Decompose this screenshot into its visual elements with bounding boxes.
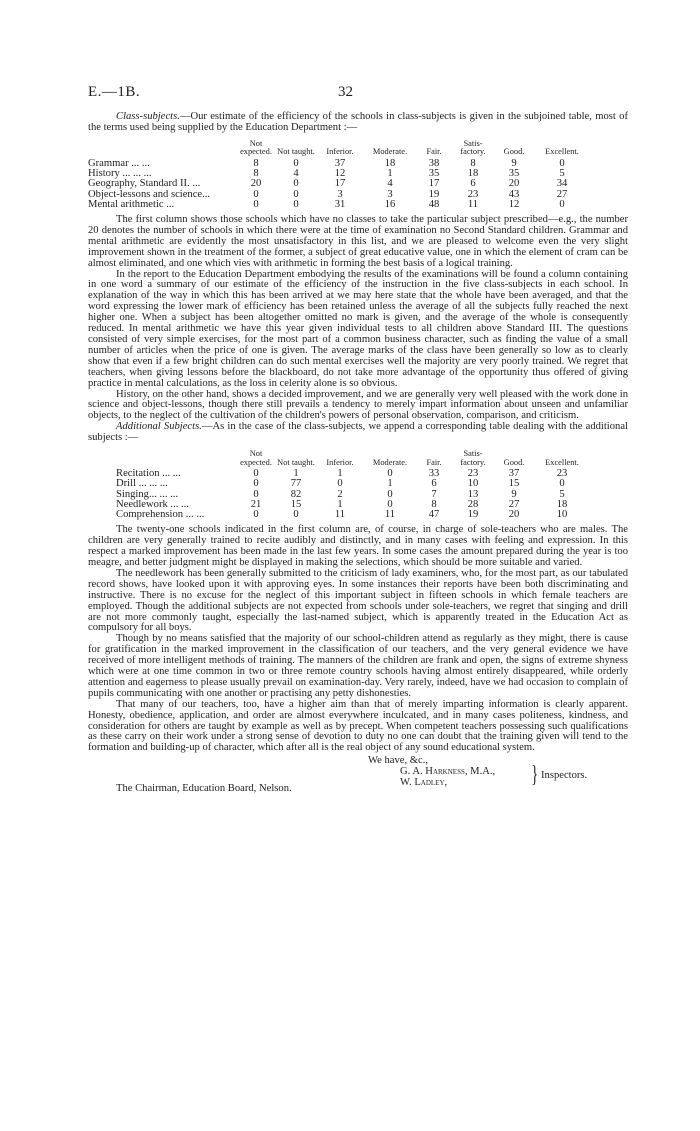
- table-cell: 0: [253, 509, 259, 521]
- signatory-harkness: G. A. Harkness, M.A.,: [400, 766, 496, 778]
- table-cell: 21: [250, 498, 262, 510]
- row-label: Needlework ... ...: [116, 498, 189, 510]
- table-cell: 0: [293, 509, 299, 521]
- table-cell: 12: [334, 168, 346, 180]
- paragraph: The needlework has been generally submitted to the criticism of lady examiners, who, for the most part, as our tabulated record shows, have looked upon it with approving eyes. In some instances their reports have been both discriminating and instructive. There is no excuse for the neglect of this important subject in fifteen schools in which female teachers are employed. Though the additional subjects are not expected from schools under sole-teachers, we regret that singing and drill are not more commonly taught, especially the last-named subject, which is apparently treated in the Education Act as compulsory for all boys.: [88, 567, 628, 634]
- table-cell: 0: [337, 478, 343, 490]
- table-cell: 27: [508, 498, 520, 510]
- table-cell: 3: [387, 188, 393, 200]
- table-cell: 18: [467, 168, 479, 180]
- table-cell: 10: [467, 478, 479, 490]
- table-cell: 82: [290, 488, 302, 500]
- paragraph: That many of our teachers, too, have a higher aim than that of merely imparting information is clearly apparent. Honesty, obedience, application, and order are almost everywhere inculcated, and in many cases politeness, kindness, and consideration for others are taught by example as well as by precept. When competent teachers possessing such qualifications as these carry on their work under a strong sense of devotion to duty no one can doubt that the training given will tend to the formation and building-up of character, which after all is the real object of any sound educational system.: [88, 698, 628, 754]
- column-header: Moderate.: [372, 457, 408, 467]
- class-subjects-intro: [88, 112, 628, 134]
- table-cell: 12: [508, 198, 520, 210]
- table-cell: 48: [428, 198, 440, 210]
- table-cell: 23: [467, 188, 479, 200]
- column-header: Satis-factory.: [460, 449, 486, 467]
- table-cell: 43: [508, 188, 520, 200]
- table-cell: 19: [428, 188, 440, 200]
- row-label: Singing... ... ...: [116, 488, 179, 500]
- table-cell: 0: [559, 198, 565, 210]
- table-cell: 2: [337, 488, 343, 500]
- table-cell: 8: [470, 158, 476, 169]
- table-cell: 4: [387, 178, 393, 190]
- table-cell: 0: [387, 498, 393, 510]
- paragraph: In the report to the Education Department embodying the results of the examinations will be found a column containing in one word a summary of our estimate of the efficiency of the instruction in the five class-subjects in each school. In explanation of the way in which this has been arrived at we may here state that the whole have been averaged, and that the word expressing the lower mark of efficiency has been retained unless the average of all the subjects fully reached the next higher one. When a subject has been altogether omitted no mark is given, and the average of the whole is consequently reduced. In mental arithmetic we have this year given individual tests to all children above Standard III. The questions consisted of very simple exercises, for the most part of a common business character, such as finding the value of a small number of articles when the price of one is given. The average marks of the class have been generally so low as to clearly show that even if a few bright children can do such mental exercises well the majority are very poorly trained. We regret that teachers, when giving lessons before the blackboard, do not take more advantage of the opportunity thus offered of giving practice in mental calculations, as the loss in celerity alone is so obvious.: [88, 268, 628, 389]
- column-header: Inferior.: [326, 147, 354, 157]
- paragraph: Though by no means satisfied that the majority of our school-children attend as regularly as they might, there is cause for gratification in the marked improvement in the classification of our teachers, and the very general evidence we have received of more intelligent methods of training. The manners of the children are frank and open, the signs of extreme shyness which were at one time common in two or three remote country schools having almost entirely disappeared, while orderly attention and eagerness to please usually prevail on examination-day. Very rarely, indeed, have we had occasion to complain of pupils communicating with one another or practising any petty dishonesties.: [88, 633, 628, 699]
- page-header: [88, 84, 628, 104]
- additional-subjects-heading: Additional Subjects.: [116, 421, 202, 433]
- row-label: Comprehension ... ...: [116, 509, 205, 521]
- table-cell: 0: [253, 198, 259, 210]
- class-table-header-row: [88, 140, 590, 159]
- table-cell: 0: [253, 488, 259, 500]
- column-header: Not taught.: [277, 147, 315, 157]
- row-label: Object-lessons and science...: [88, 188, 211, 200]
- table-cell: 47: [428, 509, 440, 521]
- column-header: Fair.: [426, 457, 442, 467]
- table-cell: 16: [384, 198, 396, 210]
- table-cell: 1: [337, 468, 343, 480]
- column-header: Not taught.: [277, 457, 315, 467]
- paragraph: History, on the other hand, shows a decided improvement, and we are generally very well pleased with the work done in science and object-lessons, though there still prevails a tendency to merely impart information about unseen and unfamiliar objects, to the neglect of the cultivation of the children's powers of personal observation, comparison, and criticism.: [88, 388, 628, 422]
- table-cell: 27: [556, 188, 568, 200]
- row-label: Geography, Standard II. ...: [88, 178, 201, 190]
- table-cell: 0: [293, 178, 299, 190]
- table-cell: 4: [293, 168, 299, 180]
- table-cell: 0: [293, 158, 299, 169]
- paragraph: The first column shows those schools which have no classes to take the particular subject prescribed—e.g., the number 20 denotes the number of schools in which there were at the time of examination no Second Standard children. Grammar and mental arithmetic are evidently the most unsatisfactory in this list, and we are pleased to welcome even the very slight improvement shown in the treatment of the former, a subject of great educative value, one in which the element of cram can be almost eliminated, and one which vies with arithmetic in forming the best basis of a logical training.: [88, 214, 628, 269]
- table-cell: 17: [334, 178, 346, 190]
- column-header: Moderate.: [372, 147, 408, 157]
- report-body: [88, 112, 628, 801]
- table-cell: 0: [253, 468, 259, 480]
- table-cell: 9: [511, 158, 517, 169]
- table-cell: 28: [467, 498, 479, 510]
- table-cell: 11: [467, 198, 479, 210]
- table-cell: 23: [467, 468, 479, 480]
- additional-subjects-table: [116, 450, 590, 520]
- class-subjects-intro-text: —Our estimate of the efficiency of the schools in class-subjects is given in the subjoined table, most of the terms used being supplied by the Education Department :—: [88, 111, 628, 133]
- row-label: Mental arithmetic ...: [88, 198, 175, 210]
- row-label: Drill ... ... ...: [116, 478, 168, 490]
- table-cell: 20: [508, 178, 520, 190]
- addressee: The Chairman, Education Board, Nelson.: [116, 783, 292, 795]
- table-cell: 19: [467, 509, 479, 521]
- brace-glyph: }: [531, 762, 539, 789]
- row-label: Grammar ... ...: [88, 158, 150, 169]
- row-label: History ... ... ...: [88, 168, 152, 180]
- table-cell: 17: [428, 178, 440, 190]
- table-cell: 0: [559, 158, 565, 169]
- table-cell: 3: [337, 188, 343, 200]
- column-header: Good.: [503, 147, 525, 157]
- additional-table-header-row: [116, 450, 590, 469]
- table-cell: 20: [250, 178, 262, 190]
- column-header: Excellent.: [545, 457, 579, 467]
- table-row: [116, 510, 590, 520]
- table-cell: 0: [293, 188, 299, 200]
- table-cell: 18: [384, 158, 396, 169]
- column-header: Not expected.: [240, 138, 272, 157]
- table-cell: 15: [508, 478, 520, 490]
- table-cell: 0: [387, 468, 393, 480]
- table-cell: 0: [293, 198, 299, 210]
- table-row: [88, 200, 590, 210]
- table-cell: 0: [253, 188, 259, 200]
- paragraph: The twenty-one schools indicated in the first column are, of course, in charge of sole-teachers who are males. The children are very generally trained to recite audibly and distinctly, and in many cases with feeling and expression. In this respect a marked improvement has been made in the last few years. In some cases the amount prepared during the year is too meagre, and better judgment might be displayed in making the selections, which should be more suitable and varied.: [88, 524, 628, 568]
- column-header: Excellent.: [545, 147, 579, 157]
- additional-subjects-intro-text: —As in the case of the class-subjects, we append a corresponding table dealing with the additional subjects :—: [88, 421, 628, 444]
- table-cell: 18: [556, 498, 568, 510]
- table-cell: 1: [337, 498, 343, 510]
- table-cell: 10: [556, 509, 568, 521]
- row-label: Recitation ... ...: [116, 468, 181, 480]
- table-cell: 20: [508, 509, 520, 521]
- table-cell: 5: [559, 488, 565, 500]
- table-cell: 9: [511, 488, 517, 500]
- table-cell: 35: [508, 168, 520, 180]
- signatory-role: Inspectors.: [541, 770, 588, 782]
- closing-block: [88, 755, 628, 801]
- column-header: Satis-factory.: [460, 138, 486, 157]
- table-cell: 23: [556, 468, 568, 480]
- table-cell: 35: [428, 168, 440, 180]
- column-header: Good.: [503, 457, 525, 467]
- table-cell: 0: [559, 478, 565, 490]
- class-subjects-table: [88, 140, 590, 210]
- table-cell: 37: [334, 158, 346, 169]
- page-number: 32: [338, 84, 353, 100]
- table-cell: 8: [431, 498, 437, 510]
- table-cell: 33: [428, 468, 440, 480]
- table-cell: 8: [253, 168, 259, 180]
- table-cell: 38: [428, 158, 440, 169]
- table-cell: 1: [387, 478, 393, 490]
- table-cell: 11: [384, 509, 396, 521]
- table-cell: 15: [290, 498, 302, 510]
- table-cell: 31: [334, 198, 346, 210]
- table-cell: 6: [470, 178, 476, 190]
- table-row: [116, 479, 590, 489]
- table-cell: 11: [334, 509, 346, 521]
- additional-subjects-intro: [88, 422, 628, 444]
- table-cell: 13: [467, 488, 479, 500]
- document-reference: E.—1B.: [88, 84, 141, 100]
- signatory-ladley: W. Ladley,: [400, 777, 448, 789]
- column-header: Not expected.: [240, 449, 272, 467]
- column-header: Inferior.: [326, 457, 354, 467]
- table-cell: 1: [387, 168, 393, 180]
- table-cell: 77: [290, 478, 302, 490]
- table-cell: 7: [431, 488, 437, 500]
- column-header: Fair.: [426, 147, 442, 157]
- table-cell: 0: [253, 478, 259, 490]
- salutation: We have, &c.,: [368, 755, 429, 767]
- class-subjects-heading: Class-subjects.: [116, 111, 180, 122]
- table-cell: 34: [556, 178, 568, 190]
- table-cell: 8: [253, 158, 259, 169]
- table-cell: 5: [559, 168, 565, 180]
- table-cell: 0: [387, 488, 393, 500]
- table-cell: 6: [431, 478, 437, 490]
- table-cell: 37: [508, 468, 520, 480]
- table-cell: 1: [293, 468, 299, 480]
